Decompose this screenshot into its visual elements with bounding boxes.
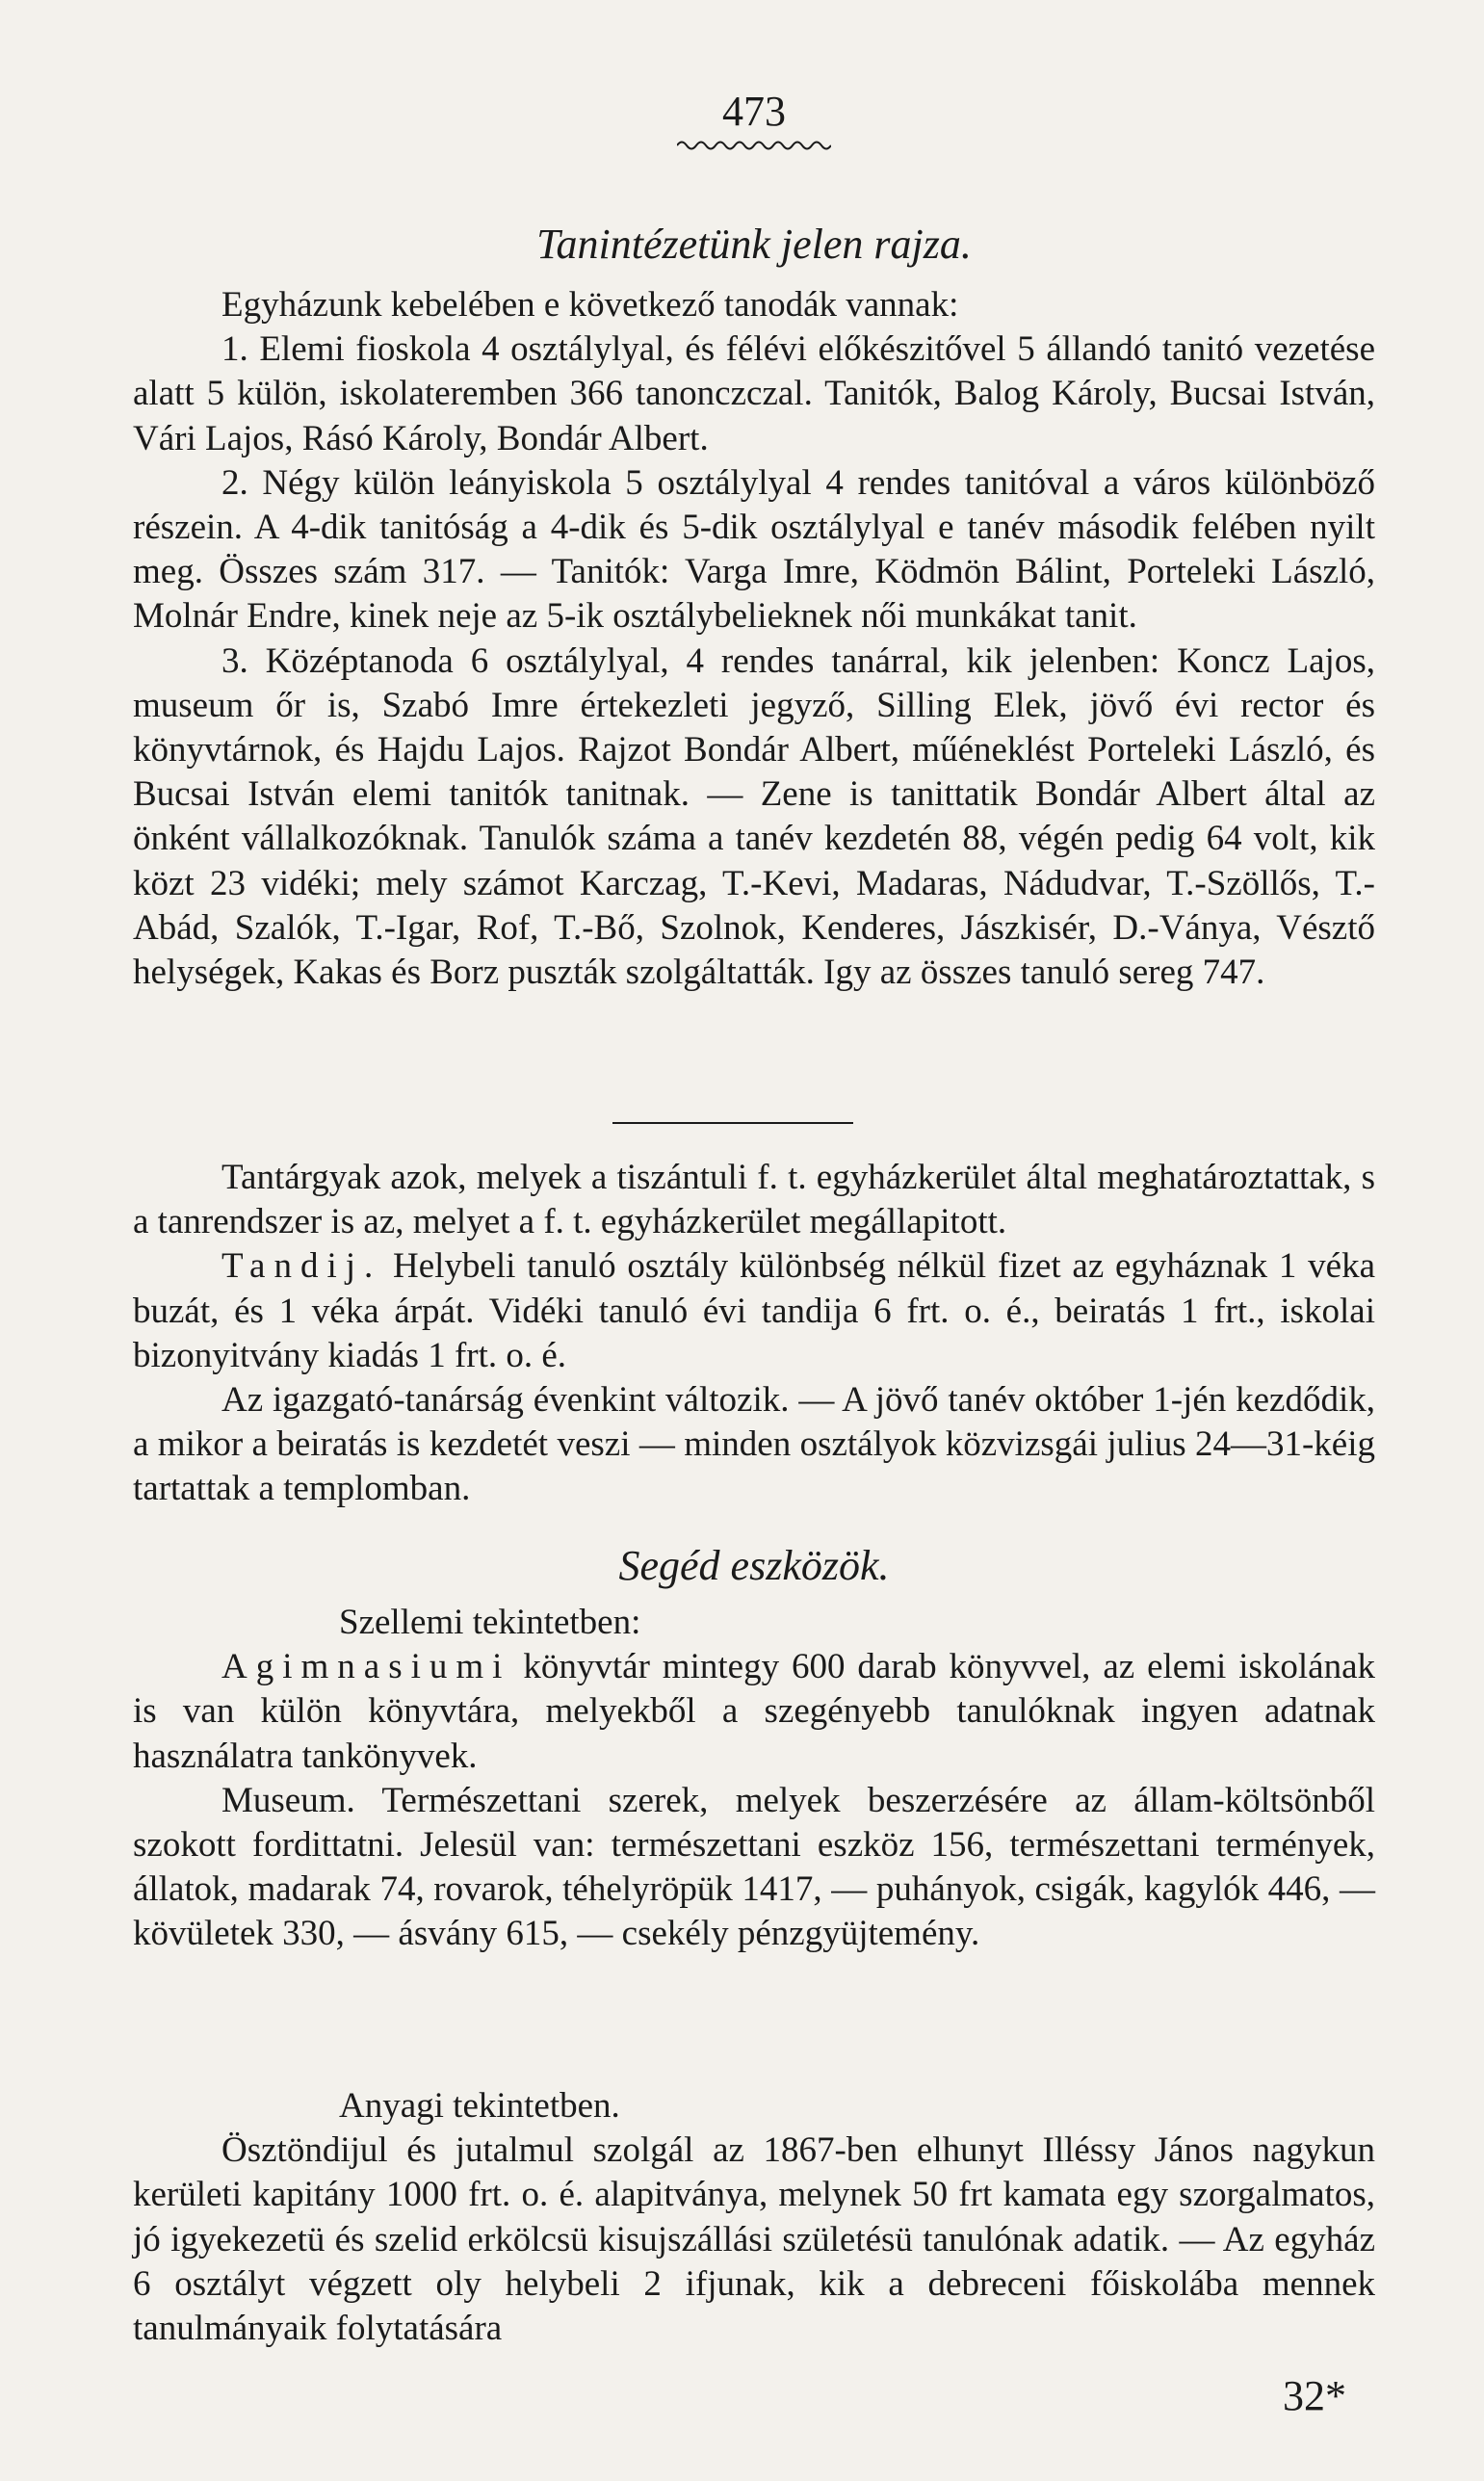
page-number: 473 bbox=[722, 88, 786, 135]
intellectual-subheading: Szellemi tekintetben: bbox=[339, 1603, 641, 1642]
library-paragraph bbox=[133, 1645, 1375, 1779]
section-resources-body bbox=[133, 1601, 1375, 1957]
section-title-institutions: Tanintézetünk jelen rajza. bbox=[536, 221, 972, 268]
curriculum-paragraph: Tantárgyak azok, melyek a tiszántuli f. t. egyházkerület által meghatároztattak, s a tanrendszer is az, melyet a f. t. egyházkerület megállapitott. bbox=[133, 1158, 1375, 1242]
section-title-resources: Segéd eszközök. bbox=[618, 1542, 890, 1589]
section-institutions-body bbox=[133, 283, 1375, 995]
museum-paragraph: Museum. Természettani szerek, melyek beszerzésére az állam-költsönből szokott fordittatni. Jelesül van: természettani eszköz 156, természettani termények, állatok, madarak 74, rovarok, téhelyröpük 1417, — puhányok, csigák, kagylók 446, — kövületek 330, — ásvány 615, — csekély pénzgyüjtemény. bbox=[133, 1780, 1375, 1954]
tuition-text: Helybeli tanuló osztály különbség nélkül fizet az egyháznak 1 véka buzát, és 1 véka árpát. Vidéki tanuló évi tandija 6 frt. o. é., beiratás 1 frt., iskolai bizonyitvány kiadás 1 frt. o. é. bbox=[133, 1246, 1376, 1375]
tuition-word: Tandij. bbox=[221, 1246, 382, 1287]
secondary-school-paragraph: 3. Középtanoda 6 osztálylyal, 4 rendes tanárral, kik jelenben: Koncz Lajos, museum őr is, Szabó Imre értekezleti jegyző, Silling Elek, jövő évi rector és könyvtárnok, és Hajdu Lajos. Rajzot Bondár Albert, műéneklést Porteleki László, és Bucsai István elemi tanitók tanitnak. — Zene is tanittatik Bondár Albert által az önként vállalkozóknak. Tanulók száma a tanév kezdetén 88, végén pedig 64 volt, kik közt 23 vidéki; mely számot Karczag, T.-Kevi, Madaras, Nádudvar, T.-Szöllős, T.-Abád, Szalók, T.-Igar, Rof, T.-Bő, Szolnok, Kenderes, Jászkisér, D.-Ványa, Vésztő helységek, Kakas és Borz puszták szolgáltatták. Igy az összes tanuló sereg 747. bbox=[133, 640, 1375, 993]
section-curriculum-body bbox=[133, 1156, 1375, 1512]
library-text: könyvtár mintegy 600 darab könyvvel, az elemi iskolának is van külön könyvtára, melyekből a szegényebb tanulóknak ingyen adatnak használatra tankönyvek. bbox=[133, 1647, 1375, 1776]
intro-paragraph: Egyházunk kebelében e következő tanodák vannak: bbox=[221, 285, 959, 325]
wavy-ornament-icon bbox=[133, 139, 1375, 157]
girls-school-paragraph: 2. Négy külön leányiskola 5 osztálylyal 4 rendes tanitóval a város különböző részein. A 4-dik tanitóság a 4-dik és 5-dik osztálylyal e tanév második felében nyilt meg. Összes szám 317. — Tanitók: Varga Imre, Ködmön Bálint, Porteleki László, Molnár Endre, kinek neje az 5-ik osztálybelieknek női munkákat tanit. bbox=[133, 462, 1375, 637]
gymnasium-word: Agimnasiumi bbox=[221, 1647, 511, 1687]
elementary-school-paragraph: 1. Elemi fioskola 4 osztálylyal, és félévi előkészitővel 5 állandó tanitó vezetése alatt 5 külön, iskolateremben 366 tanonczczal. Tanitók, Balog Károly, Bucsai István, Vári Lajos, Rásó Károly, Bondár Albert. bbox=[133, 329, 1375, 458]
page bbox=[133, 85, 1375, 2435]
tuition-paragraph bbox=[133, 1244, 1375, 1378]
material-section bbox=[133, 2084, 1375, 2351]
signature-mark: 32* bbox=[1283, 2372, 1346, 2419]
schedule-paragraph: Az igazgató-tanárság évenkint változik. — A jövő tanév október 1-jén kezdődik, a mikor a beiratás is kezdetét veszi — minden osztályok közvizsgái julius 24—31-kéig tartattak a templomban. bbox=[133, 1380, 1375, 1509]
section-divider bbox=[612, 1122, 853, 1124]
material-subheading: Anyagi tekintetben. bbox=[339, 2086, 620, 2126]
stipend-paragraph: Ösztöndijul és jutalmul szolgál az 1867-ben elhunyt Illéssy János nagykun kerületi kapitány 1000 frt. o. é. alapitványa, melynek 50 frt kamata egy szorgalmatos, jó igyekezetü és szelid erkölcsü kisujszállási születésü tanulónak adatik. — Az egyház 6 osztályt végzett oly helybeli 2 ifjunak, kik a debreceni főiskolába mennek tanulmányaik folytatására bbox=[133, 2130, 1375, 2349]
